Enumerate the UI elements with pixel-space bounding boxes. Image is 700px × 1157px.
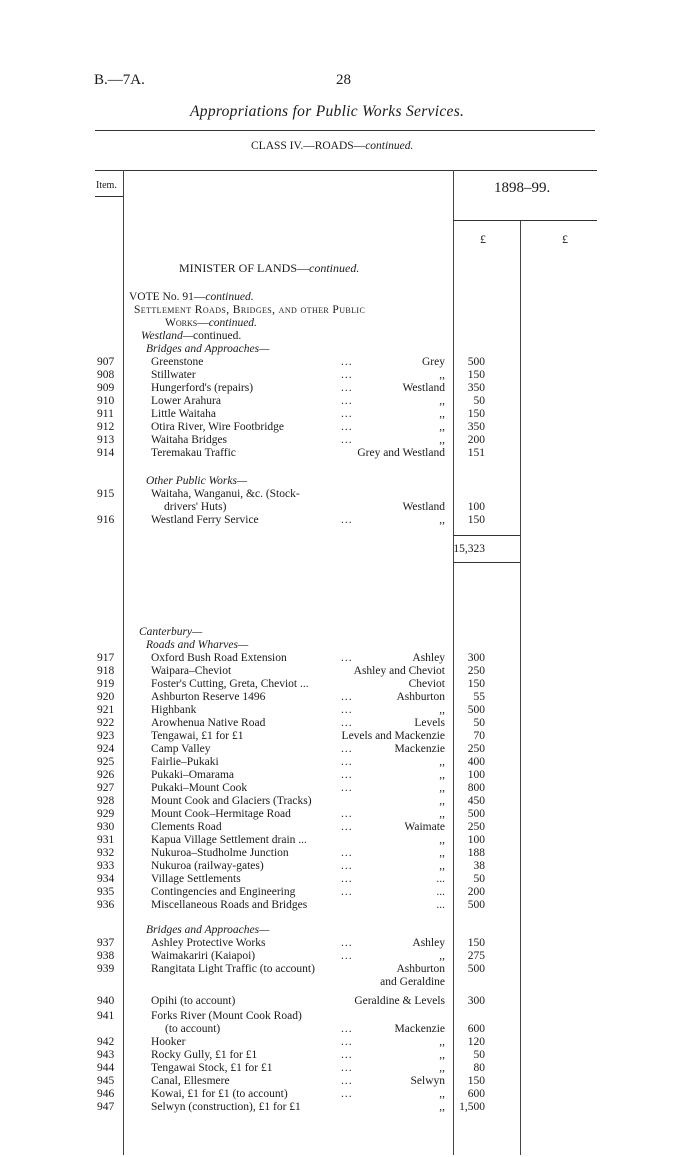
table-row: [0, 382, 700, 395]
item-number: 928: [97, 795, 115, 807]
item-number: 935: [97, 886, 115, 898]
electorate: ,,: [439, 808, 445, 820]
amount: 250: [467, 743, 485, 755]
amount: 500: [467, 356, 485, 368]
amount: 250: [467, 665, 485, 677]
amount: 200: [467, 434, 485, 446]
item-number: 926: [97, 769, 115, 781]
work-name: Contingencies and Engineering: [151, 886, 296, 898]
work-name: Arowhenua Native Road: [151, 717, 266, 729]
item-number: 918: [97, 665, 115, 677]
item-number: 940: [97, 995, 115, 1007]
other-works-heading: Other Public Works—: [146, 475, 248, 487]
electorate: Waimate: [404, 821, 445, 833]
item-number: 912: [97, 421, 115, 433]
amount: 50: [473, 395, 485, 407]
table-row: [0, 408, 700, 421]
subtotal-rule-bottom: [453, 562, 520, 563]
amount: 250: [467, 821, 485, 833]
table-row: [0, 873, 700, 886]
vote-title-works-continued: continued.: [208, 317, 257, 329]
amount: 350: [467, 382, 485, 394]
electorate: ,,: [439, 1088, 445, 1100]
item-number: 932: [97, 847, 115, 859]
work-name: Ashburton Reserve 1496: [151, 691, 266, 703]
leader-dots: ...: [341, 1062, 353, 1074]
work-name: Pukaki–Omarama: [151, 769, 235, 781]
item-number: 913: [97, 434, 115, 446]
table-row: [0, 356, 700, 369]
table-row: [0, 1036, 700, 1049]
item-number: 933: [97, 860, 115, 872]
amount: 450: [467, 795, 485, 807]
leader-dots: ...: [341, 408, 353, 420]
pound-sign-left: £: [480, 232, 486, 246]
title-rule: [95, 130, 595, 131]
table-row: [0, 1101, 700, 1114]
amount: 350: [467, 421, 485, 433]
westland-region-name: Westland—: [141, 330, 193, 342]
item-number: 919: [97, 678, 115, 690]
vote-number-label: VOTE No. 91—: [129, 291, 206, 303]
item-number: 911: [97, 408, 114, 420]
table-row: [0, 782, 700, 795]
amount: 150: [467, 514, 485, 526]
amount: 50: [473, 873, 485, 885]
leader-dots: ...: [341, 704, 353, 716]
table-row: [0, 730, 700, 743]
table-top-rule: [95, 170, 597, 171]
item-number: 937: [97, 937, 115, 949]
item-number: 941: [97, 1010, 115, 1022]
work-name: Miscellaneous Roads and Bridges: [151, 899, 308, 911]
amount: 70: [473, 730, 485, 742]
leader-dots: ...: [341, 937, 353, 949]
page-number: 28: [336, 72, 351, 88]
table-row: [0, 808, 700, 821]
amount: 500: [467, 963, 485, 975]
item-number: 927: [97, 782, 115, 794]
work-name: Little Waitaha: [151, 408, 216, 420]
table-row-continued: [0, 1023, 700, 1036]
leader-dots: ...: [341, 886, 353, 898]
class-heading-main: CLASS IV.—ROADS—: [251, 140, 366, 152]
table-row: [0, 1062, 700, 1075]
amount: 120: [467, 1036, 485, 1048]
work-name: Canal, Ellesmere: [151, 1075, 230, 1087]
amount: 400: [467, 756, 485, 768]
section-heading-row: [0, 475, 700, 488]
table-row: [0, 886, 700, 899]
amount: 1,500: [459, 1101, 485, 1113]
electorate: ,,: [439, 847, 445, 859]
pound-sign-right: £: [562, 232, 568, 246]
work-name-continued: (to account): [165, 1023, 221, 1035]
electorate: Mackenzie: [394, 1023, 445, 1035]
canterbury-bridges-heading: Bridges and Approaches—: [146, 924, 270, 936]
item-number: 923: [97, 730, 115, 742]
amount: 200: [467, 886, 485, 898]
work-name: Selwyn (construction), £1 for £1: [151, 1101, 301, 1113]
electorate: Ashburton: [396, 691, 445, 703]
item-number: 934: [97, 873, 115, 885]
work-name: Forks River (Mount Cook Road): [151, 1010, 302, 1022]
leader-dots: ...: [341, 421, 353, 433]
table-row: [0, 421, 700, 434]
item-number: 907: [97, 356, 115, 368]
leader-dots: ...: [341, 1036, 353, 1048]
table-row: [0, 395, 700, 408]
work-name: Highbank: [151, 704, 197, 716]
leader-dots: ...: [341, 652, 353, 664]
leader-dots: ...: [341, 691, 353, 703]
table-row: [0, 743, 700, 756]
electorate: ,,: [439, 1049, 445, 1061]
electorate: Levels: [414, 717, 445, 729]
leader-dots: ...: [341, 717, 353, 729]
vote-number-continued: continued.: [205, 291, 254, 303]
item-number: 942: [97, 1036, 115, 1048]
table-row: [0, 963, 700, 976]
leader-dots: ...: [341, 514, 353, 526]
leader-dots: ...: [341, 847, 353, 859]
ministry-name: MINISTER OF LANDS—: [179, 261, 310, 275]
table-row: [0, 756, 700, 769]
table-row: [0, 995, 700, 1008]
class-heading: [251, 140, 413, 152]
amount: 150: [467, 937, 485, 949]
table-row: [0, 950, 700, 963]
work-name: Waitaha, Wanganui, &c. (Stock-: [151, 488, 300, 500]
leader-dots: ...: [341, 434, 353, 446]
electorate: Ashley: [412, 937, 445, 949]
amount: 55: [473, 691, 485, 703]
electorate: ,,: [439, 795, 445, 807]
work-name: Waitaha Bridges: [151, 434, 228, 446]
electorate: Westland: [402, 382, 445, 394]
work-name: Opihi (to account): [151, 995, 236, 1007]
item-number: 922: [97, 717, 115, 729]
leader-dots: ...: [341, 769, 353, 781]
electorate: Grey and Westland: [357, 447, 445, 459]
item-number: 939: [97, 963, 115, 975]
work-name: Clements Road: [151, 821, 222, 833]
table-row: [0, 1049, 700, 1062]
work-name: Kapua Village Settlement drain ...: [151, 834, 307, 846]
leader-dots: ...: [341, 356, 353, 368]
item-number: 930: [97, 821, 115, 833]
electorate: ...: [436, 886, 445, 898]
leader-dots: ...: [341, 382, 353, 394]
table-row: [0, 860, 700, 873]
amount: 188: [467, 847, 485, 859]
item-number: 947: [97, 1101, 115, 1113]
electorate: ,,: [439, 860, 445, 872]
work-name: Nukuroa (railway-gates): [151, 860, 264, 872]
ministry-continued: continued.: [309, 261, 360, 275]
work-name: Foster's Cutting, Greta, Cheviot ...: [151, 678, 309, 690]
table-row: [0, 1010, 700, 1023]
electorate: Selwyn: [410, 1075, 445, 1087]
work-name: Teremakau Traffic: [151, 447, 236, 459]
electorate: Levels and Mackenzie: [341, 730, 445, 742]
amount: 100: [467, 834, 485, 846]
electorate: Ashley and Cheviot: [353, 665, 445, 677]
electorate: Mackenzie: [394, 743, 445, 755]
amount: 150: [467, 408, 485, 420]
electorate: Grey: [422, 356, 445, 368]
electorate-continued: and Geraldine: [380, 976, 445, 988]
work-name: Waimakariri (Kaiapoi): [151, 950, 256, 962]
vote-title-continued: [165, 317, 257, 329]
table-row: [0, 704, 700, 717]
electorate: ,,: [439, 514, 445, 526]
electorate: Ashburton: [396, 963, 445, 975]
work-name: Nukuroa–Studholme Junction: [151, 847, 289, 859]
electorate: Ashley: [412, 652, 445, 664]
item-number: 916: [97, 514, 115, 526]
amount: 151: [467, 447, 485, 459]
table-row: [0, 847, 700, 860]
amount: 500: [467, 899, 485, 911]
work-name: Hungerford's (repairs): [151, 382, 254, 394]
amount: 38: [473, 860, 485, 872]
amount: 300: [467, 995, 485, 1007]
section-heading-row: [0, 924, 700, 937]
table-row-continued: [0, 501, 700, 514]
item-number: 920: [97, 691, 115, 703]
electorate: Cheviot: [408, 678, 445, 690]
leader-dots: ...: [341, 1049, 353, 1061]
electorate: ,,: [439, 950, 445, 962]
electorate: ,,: [439, 1101, 445, 1113]
table-row: [0, 717, 700, 730]
amount: 100: [467, 769, 485, 781]
amount: 275: [467, 950, 485, 962]
table-row: [0, 821, 700, 834]
item-column-header: Item.: [96, 180, 117, 191]
amount: 80: [473, 1062, 485, 1074]
electorate: ...: [436, 873, 445, 885]
work-name: Tengawai Stock, £1 for £1: [151, 1062, 273, 1074]
report-reference: B.—7A.: [94, 72, 145, 88]
item-number: 925: [97, 756, 115, 768]
leader-dots: ...: [341, 1023, 353, 1035]
work-name-continued: drivers' Huts): [164, 501, 227, 513]
amount: 100: [467, 501, 485, 513]
work-name: Otira River, Wire Footbridge: [151, 421, 285, 433]
westland-bridges-heading: Bridges and Approaches—: [146, 343, 270, 355]
table-row: [0, 1075, 700, 1088]
item-header-rule: [95, 196, 123, 197]
canterbury-region-heading: Canterbury—: [139, 626, 203, 638]
year-header-rule: [453, 220, 597, 221]
item-number: 908: [97, 369, 115, 381]
table-row: [0, 795, 700, 808]
vote-title: Settlement Roads, Bridges, and other Public: [134, 304, 366, 316]
table-row: [0, 769, 700, 782]
section-heading-row: [0, 639, 700, 652]
leader-dots: ...: [341, 395, 353, 407]
work-name: Greenstone: [151, 356, 204, 368]
work-name: Stillwater: [151, 369, 196, 381]
work-name: Rangitata Light Traffic (to account): [151, 963, 315, 975]
table-row: [0, 369, 700, 382]
work-name: Mount Cook–Hermitage Road: [151, 808, 291, 820]
table-row: [0, 434, 700, 447]
westland-region-continued: continued.: [192, 330, 242, 342]
item-number: 944: [97, 1062, 115, 1074]
table-row: [0, 447, 700, 460]
vote-title-works: Works—: [165, 317, 209, 329]
amount: 50: [473, 1049, 485, 1061]
region-heading-row: [0, 626, 700, 639]
year-column-header: 1898–99.: [494, 180, 551, 196]
item-number: 909: [97, 382, 115, 394]
item-number: 938: [97, 950, 115, 962]
item-number: 946: [97, 1088, 115, 1100]
table-row: [0, 937, 700, 950]
amount: 50: [473, 717, 485, 729]
table-row: [0, 1088, 700, 1101]
electorate: ,,: [439, 769, 445, 781]
amount: 150: [467, 1075, 485, 1087]
subtotal-rule-top: [453, 535, 520, 536]
amount: 600: [467, 1088, 485, 1100]
amount: 500: [467, 704, 485, 716]
electorate: ,,: [439, 782, 445, 794]
leader-dots: ...: [341, 743, 353, 755]
electorate: Westland: [402, 501, 445, 513]
electorate: ,,: [439, 834, 445, 846]
ministry-heading: [179, 261, 359, 276]
work-name: Hooker: [151, 1036, 186, 1048]
table-row: [0, 665, 700, 678]
leader-dots: ...: [341, 369, 353, 381]
electorate: ,,: [439, 369, 445, 381]
amount: 150: [467, 678, 485, 690]
table-row: [0, 488, 700, 501]
amount: 300: [467, 652, 485, 664]
leader-dots: ...: [341, 873, 353, 885]
work-name: Camp Valley: [151, 743, 211, 755]
leader-dots: ...: [341, 1075, 353, 1087]
item-number: 931: [97, 834, 115, 846]
leader-dots: ...: [341, 860, 353, 872]
leader-dots: ...: [341, 1088, 353, 1100]
class-heading-continued: continued.: [365, 140, 414, 152]
table-row: [0, 899, 700, 912]
page-title: Appropriations for Public Works Services.: [190, 103, 465, 120]
work-name: Westland Ferry Service: [151, 514, 259, 526]
amount: 800: [467, 782, 485, 794]
item-number: 929: [97, 808, 115, 820]
work-name: Ashley Protective Works: [151, 937, 266, 949]
work-name: Mount Cook and Glaciers (Tracks): [151, 795, 312, 807]
electorate: ,,: [439, 408, 445, 420]
table-row: [0, 652, 700, 665]
vote-number: [129, 291, 254, 303]
electorate: ,,: [439, 1062, 445, 1074]
electorate: ,,: [439, 704, 445, 716]
item-number: 914: [97, 447, 115, 459]
item-number: 910: [97, 395, 115, 407]
table-row-continued: [0, 976, 700, 989]
leader-dots: ...: [341, 808, 353, 820]
leader-dots: ...: [341, 821, 353, 833]
electorate: Geraldine & Levels: [354, 995, 445, 1007]
electorate: ,,: [439, 395, 445, 407]
work-name: Kowai, £1 for £1 (to account): [151, 1088, 288, 1100]
amount: 600: [467, 1023, 485, 1035]
electorate: ,,: [439, 756, 445, 768]
table-row: [0, 834, 700, 847]
item-number: 943: [97, 1049, 115, 1061]
table-row: [0, 514, 700, 527]
work-name: Pukaki–Mount Cook: [151, 782, 248, 794]
electorate: ,,: [439, 434, 445, 446]
leader-dots: ...: [341, 756, 353, 768]
item-number: 936: [97, 899, 115, 911]
work-name: Tengawai, £1 for £1: [151, 730, 244, 742]
work-name: Waipara–Cheviot: [151, 665, 232, 677]
table-row: [0, 691, 700, 704]
amount: 500: [467, 808, 485, 820]
leader-dots: ...: [341, 950, 353, 962]
work-name: Lower Arahura: [151, 395, 221, 407]
work-name: Rocky Gully, £1 for £1: [151, 1049, 258, 1061]
westland-region-heading: [141, 330, 241, 342]
subtotal-amount: 15,323: [453, 543, 485, 555]
item-number: 921: [97, 704, 115, 716]
roads-wharves-heading: Roads and Wharves—: [146, 639, 249, 651]
electorate: ,,: [439, 421, 445, 433]
electorate: ...: [436, 899, 445, 911]
electorate: ,,: [439, 1036, 445, 1048]
item-number: 924: [97, 743, 115, 755]
item-number: 915: [97, 488, 115, 500]
work-name: Oxford Bush Road Extension: [151, 652, 287, 664]
amount: 150: [467, 369, 485, 381]
table-row: [0, 678, 700, 691]
item-number: 917: [97, 652, 115, 664]
leader-dots: ...: [341, 782, 353, 794]
item-number: 945: [97, 1075, 115, 1087]
work-name: Fairlie–Pukaki: [151, 756, 219, 768]
subtotal-row: [0, 543, 700, 556]
work-name: Village Settlements: [151, 873, 241, 885]
